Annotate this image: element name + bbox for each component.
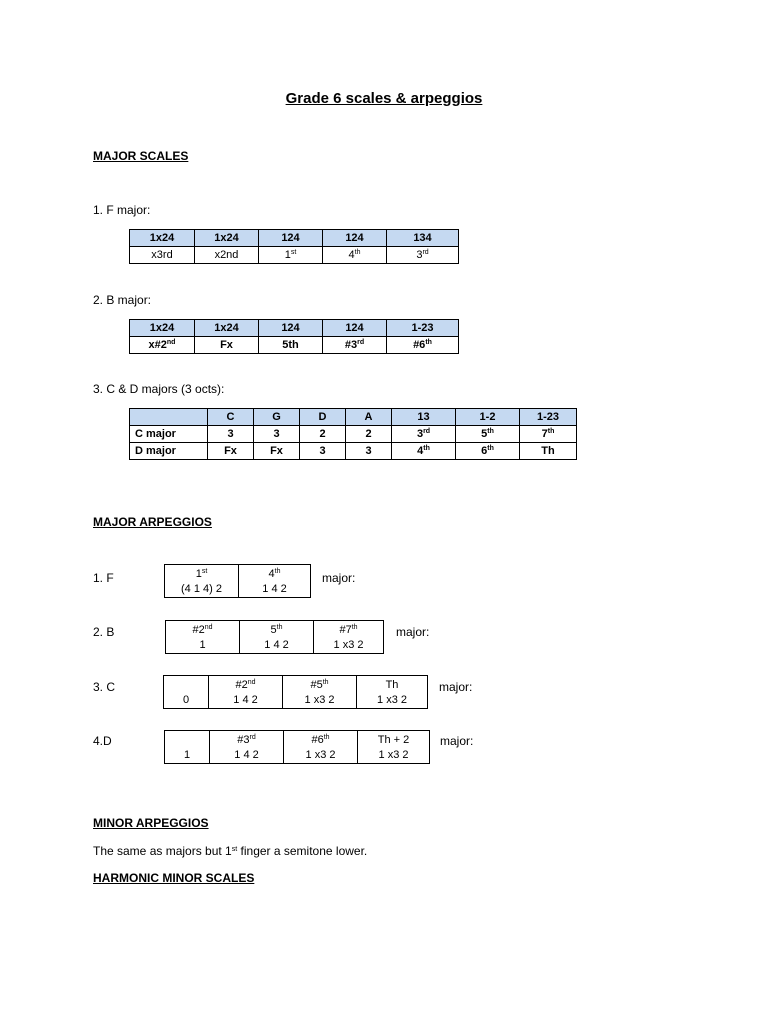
arpeggio-f-suffix: major:	[322, 571, 356, 585]
arpeggio-d-suffix: major:	[440, 734, 474, 748]
table-cell: #6th 1 x3 2	[284, 731, 358, 764]
table-cell: 1x24	[130, 230, 195, 247]
table-cell: Fx	[208, 443, 254, 460]
arpeggio-d-table	[164, 730, 430, 764]
table-cell: Fx	[195, 337, 259, 354]
table-cell: 1st	[259, 247, 323, 264]
table-cell: Fx	[254, 443, 300, 460]
table-cell: 124	[323, 320, 387, 337]
f-major-scale-table	[129, 229, 459, 264]
table-cell: 13	[392, 409, 456, 426]
table-cell: #5th 1 x3 2	[283, 676, 357, 709]
table-cell: 1x24	[130, 320, 195, 337]
table-cell: 1x24	[195, 320, 259, 337]
table-cell: Th + 2 1 x3 2	[358, 731, 430, 764]
table-cell: Th	[520, 443, 577, 460]
b-major-label: 2. B major:	[93, 293, 152, 307]
major-arpeggios-heading: MAJOR ARPEGGIOS	[93, 515, 212, 529]
table-cell: 3	[254, 426, 300, 443]
table-cell: #2nd 1 4 2	[209, 676, 283, 709]
arpeggio-c-suffix: major:	[439, 680, 473, 694]
table-cell: 5th	[456, 426, 520, 443]
table-cell: 1	[165, 731, 210, 764]
table-cell: 4th	[392, 443, 456, 460]
cd-majors-scale-table	[129, 408, 577, 460]
table-cell: 134	[387, 230, 459, 247]
table-cell: 1st (4 1 4) 2	[165, 565, 239, 598]
table-cell: x#2nd	[130, 337, 195, 354]
table-cell: #3rd	[323, 337, 387, 354]
table-cell: #6th	[387, 337, 459, 354]
table-cell: 4th 1 4 2	[239, 565, 311, 598]
table-cell: 124	[259, 230, 323, 247]
table-cell: #2nd 1	[166, 621, 240, 654]
row-label: D major	[130, 443, 208, 460]
table-cell: 1-23	[387, 320, 459, 337]
arpeggio-d-label: 4.D	[93, 734, 112, 748]
major-scales-heading: MAJOR SCALES	[93, 149, 189, 163]
table-cell: 1x24	[195, 230, 259, 247]
table-cell: 1-23	[520, 409, 577, 426]
table-cell: 3	[346, 443, 392, 460]
harmonic-minor-heading: HARMONIC MINOR SCALES	[93, 871, 255, 885]
table-cell: Th 1 x3 2	[357, 676, 428, 709]
f-major-label: 1. F major:	[93, 203, 151, 217]
table-cell: G	[254, 409, 300, 426]
minor-arpeggios-heading: MINOR ARPEGGIOS	[93, 816, 209, 830]
arpeggio-f-table	[164, 564, 311, 598]
table-cell: 2	[300, 426, 346, 443]
table-cell: 2	[346, 426, 392, 443]
arpeggio-c-table	[163, 675, 428, 709]
row-label: C major	[130, 426, 208, 443]
table-cell: A	[346, 409, 392, 426]
minor-arpeggios-text: The same as majors but 1st finger a semitone lower.	[93, 844, 368, 858]
table-cell: C	[208, 409, 254, 426]
page-title: Grade 6 scales & arpeggios	[285, 90, 483, 107]
cd-majors-label: 3. C & D majors (3 octs):	[93, 382, 225, 396]
table-cell: D	[300, 409, 346, 426]
table-cell: 3	[300, 443, 346, 460]
table-cell: 3rd	[387, 247, 459, 264]
b-major-scale-table	[129, 319, 459, 354]
table-cell: 6th	[456, 443, 520, 460]
table-cell: 124	[259, 320, 323, 337]
table-cell: 1-2	[456, 409, 520, 426]
arpeggio-c-label: 3. C	[93, 680, 116, 694]
arpeggio-f-label: 1. F	[93, 571, 114, 585]
table-cell: 5th 1 4 2	[240, 621, 314, 654]
table-cell: x3rd	[130, 247, 195, 264]
table-cell: 3rd	[392, 426, 456, 443]
arpeggio-b-label: 2. B	[93, 625, 115, 639]
table-cell: 7th	[520, 426, 577, 443]
table-cell: 124	[323, 230, 387, 247]
table-cell: x2nd	[195, 247, 259, 264]
arpeggio-b-table	[165, 620, 384, 654]
table-cell: 5th	[259, 337, 323, 354]
table-cell	[130, 409, 208, 426]
table-cell: 0	[164, 676, 209, 709]
table-cell: 4th	[323, 247, 387, 264]
table-cell: #7th 1 x3 2	[314, 621, 384, 654]
arpeggio-b-suffix: major:	[396, 625, 430, 639]
table-cell: #3rd 1 4 2	[210, 731, 284, 764]
table-cell: 3	[208, 426, 254, 443]
